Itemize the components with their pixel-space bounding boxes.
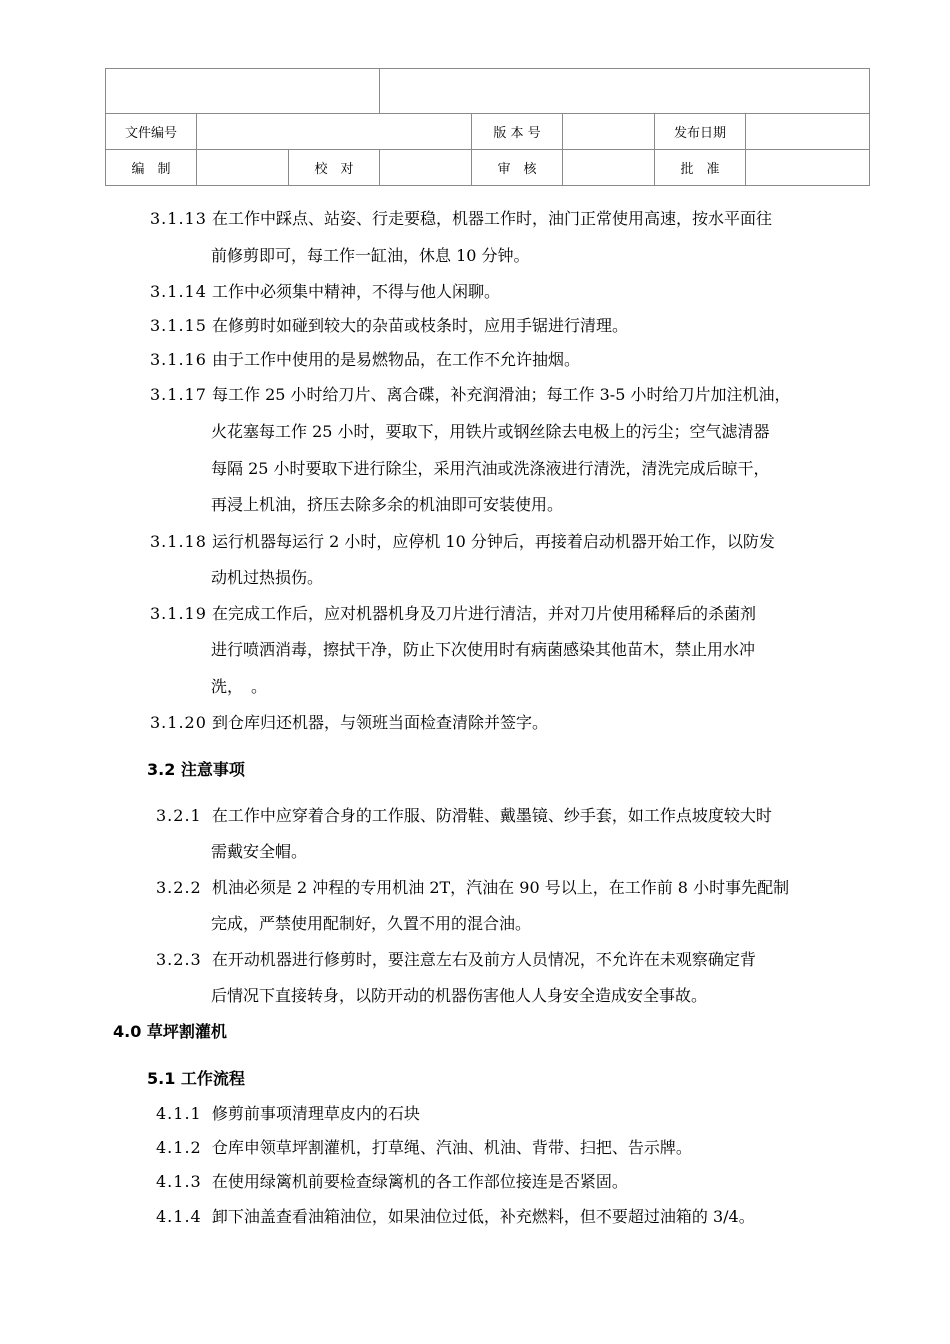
item-continuation: 完成，严禁使用配制好，久置不用的混合油。 xyxy=(211,914,532,933)
item-number: 3.1.19 xyxy=(150,604,207,623)
item-number: 3.1.17 xyxy=(150,385,207,404)
item-text: 卸下油盖查看油箱油位，如果油位过低，补充燃料，但不要超过油箱的 3/4。 xyxy=(211,1207,755,1226)
item-3-2-1 xyxy=(156,806,772,826)
item-number: 3.2.3 xyxy=(156,950,202,969)
item-text: 运行机器每运行 2 小时，应停机 10 分钟后，再接着启动机器开始工作，以防发 xyxy=(211,532,775,551)
item-3-1-14 xyxy=(150,282,500,302)
item-number: 3.1.18 xyxy=(150,532,207,551)
proofread-label: 校 对 xyxy=(289,150,380,186)
item-number: 3.1.13 xyxy=(150,209,207,228)
item-text: 到仓库归还机器，与领班当面检查清除并签字。 xyxy=(211,713,548,732)
item-text: 在完成工作后，应对机器机身及刀片进行清洁，并对刀片使用稀释后的杀菌剂 xyxy=(211,604,756,623)
version-label: 版 本 号 xyxy=(472,114,563,150)
item-continuation: 洗， 。 xyxy=(211,677,268,696)
item-text: 由于工作中使用的是易燃物品，在工作不允许抽烟。 xyxy=(211,350,580,369)
compile-value xyxy=(197,150,289,186)
item-3-1-17 xyxy=(150,385,790,405)
header-title-cell xyxy=(380,69,870,114)
item-3-1-20 xyxy=(150,713,548,733)
item-4-1-2 xyxy=(156,1138,692,1158)
header-logo-cell xyxy=(106,69,380,114)
item-3-1-15 xyxy=(150,316,628,336)
item-continuation: 火花塞每工作 25 小时，要取下，用铁片或钢丝除去电极上的污尘；空气滤清器 xyxy=(211,422,770,441)
item-continuation: 再浸上机油，挤压去除多余的机油即可安装使用。 xyxy=(211,495,564,514)
item-number: 3.2.1 xyxy=(156,806,202,825)
item-3-1-19 xyxy=(150,604,756,624)
item-text: 修剪前事项清理草皮内的石块 xyxy=(211,1104,420,1123)
item-text: 每工作 25 小时给刀片、离合碟，补充润滑油；每工作 3-5 小时给刀片加注机油， xyxy=(211,385,791,404)
proofread-value xyxy=(380,150,472,186)
section-4-0-title: 4.0 草坪割灌机 xyxy=(113,1022,227,1041)
item-number: 3.1.16 xyxy=(150,350,207,369)
compile-label: 编 制 xyxy=(106,150,197,186)
item-continuation: 前修剪即可，每工作一缸油，休息 10 分钟。 xyxy=(211,246,530,265)
approve-value xyxy=(746,150,870,186)
item-continuation: 动机过热损伤。 xyxy=(211,568,324,587)
item-3-2-3 xyxy=(156,950,756,970)
item-4-1-4 xyxy=(156,1207,755,1227)
section-3-2-title: 3.2 注意事项 xyxy=(147,760,245,779)
item-continuation: 后情况下直接转身，以防开动的机器伤害他人人身安全造成安全事故。 xyxy=(211,986,708,1005)
item-text: 机油必须是 2 冲程的专用机油 2T，汽油在 90 号以上，在工作前 8 小时事先配制 xyxy=(211,878,790,897)
item-number: 4.1.2 xyxy=(156,1138,202,1157)
item-text: 仓库申领草坪割灌机，打草绳、汽油、机油、背带、扫把、告示牌。 xyxy=(211,1138,692,1157)
item-text: 在使用绿篱机前要检查绿篱机的各工作部位接连是否紧固。 xyxy=(211,1172,628,1191)
item-3-1-18 xyxy=(150,532,775,552)
item-text: 在工作中应穿着合身的工作服、防滑鞋、戴墨镜、纱手套，如工作点坡度较大时 xyxy=(211,806,772,825)
item-number: 3.1.14 xyxy=(150,282,207,301)
item-number: 4.1.4 xyxy=(156,1207,202,1226)
section-5-1-title: 5.1 工作流程 xyxy=(147,1069,245,1088)
item-number: 4.1.3 xyxy=(156,1172,202,1191)
item-number: 3.1.15 xyxy=(150,316,207,335)
item-number: 3.1.20 xyxy=(150,713,207,732)
item-continuation: 需戴安全帽。 xyxy=(211,842,308,861)
item-text: 在工作中踩点、站姿、行走要稳，机器工作时，油门正常使用高速，按水平面往 xyxy=(211,209,772,228)
approve-label: 批 准 xyxy=(655,150,746,186)
document-header-table xyxy=(105,68,870,186)
item-continuation: 进行喷洒消毒，擦拭干净，防止下次使用时有病菌感染其他苗木，禁止用水冲 xyxy=(211,640,756,659)
doc-no-label: 文件编号 xyxy=(106,114,197,150)
doc-no-value xyxy=(197,114,472,150)
item-3-1-13 xyxy=(150,209,772,229)
item-text: 工作中必须集中精神，不得与他人闲聊。 xyxy=(211,282,500,301)
review-value xyxy=(563,150,655,186)
item-4-1-1 xyxy=(156,1104,420,1124)
release-date-label: 发布日期 xyxy=(655,114,746,150)
item-number: 4.1.1 xyxy=(156,1104,202,1123)
release-date-value xyxy=(746,114,870,150)
item-continuation: 每隔 25 小时要取下进行除尘，采用汽油或洗涤液进行清洗，清洗完成后晾干， xyxy=(211,459,770,478)
item-4-1-3 xyxy=(156,1172,628,1192)
item-3-2-2 xyxy=(156,878,789,898)
item-text: 在开动机器进行修剪时，要注意左右及前方人员情况，不允许在未观察确定背 xyxy=(211,950,756,969)
item-number: 3.2.2 xyxy=(156,878,202,897)
item-3-1-16 xyxy=(150,350,580,370)
review-label: 审 核 xyxy=(472,150,563,186)
version-value xyxy=(563,114,655,150)
item-text: 在修剪时如碰到较大的杂苗或枝条时，应用手锯进行清理。 xyxy=(211,316,628,335)
